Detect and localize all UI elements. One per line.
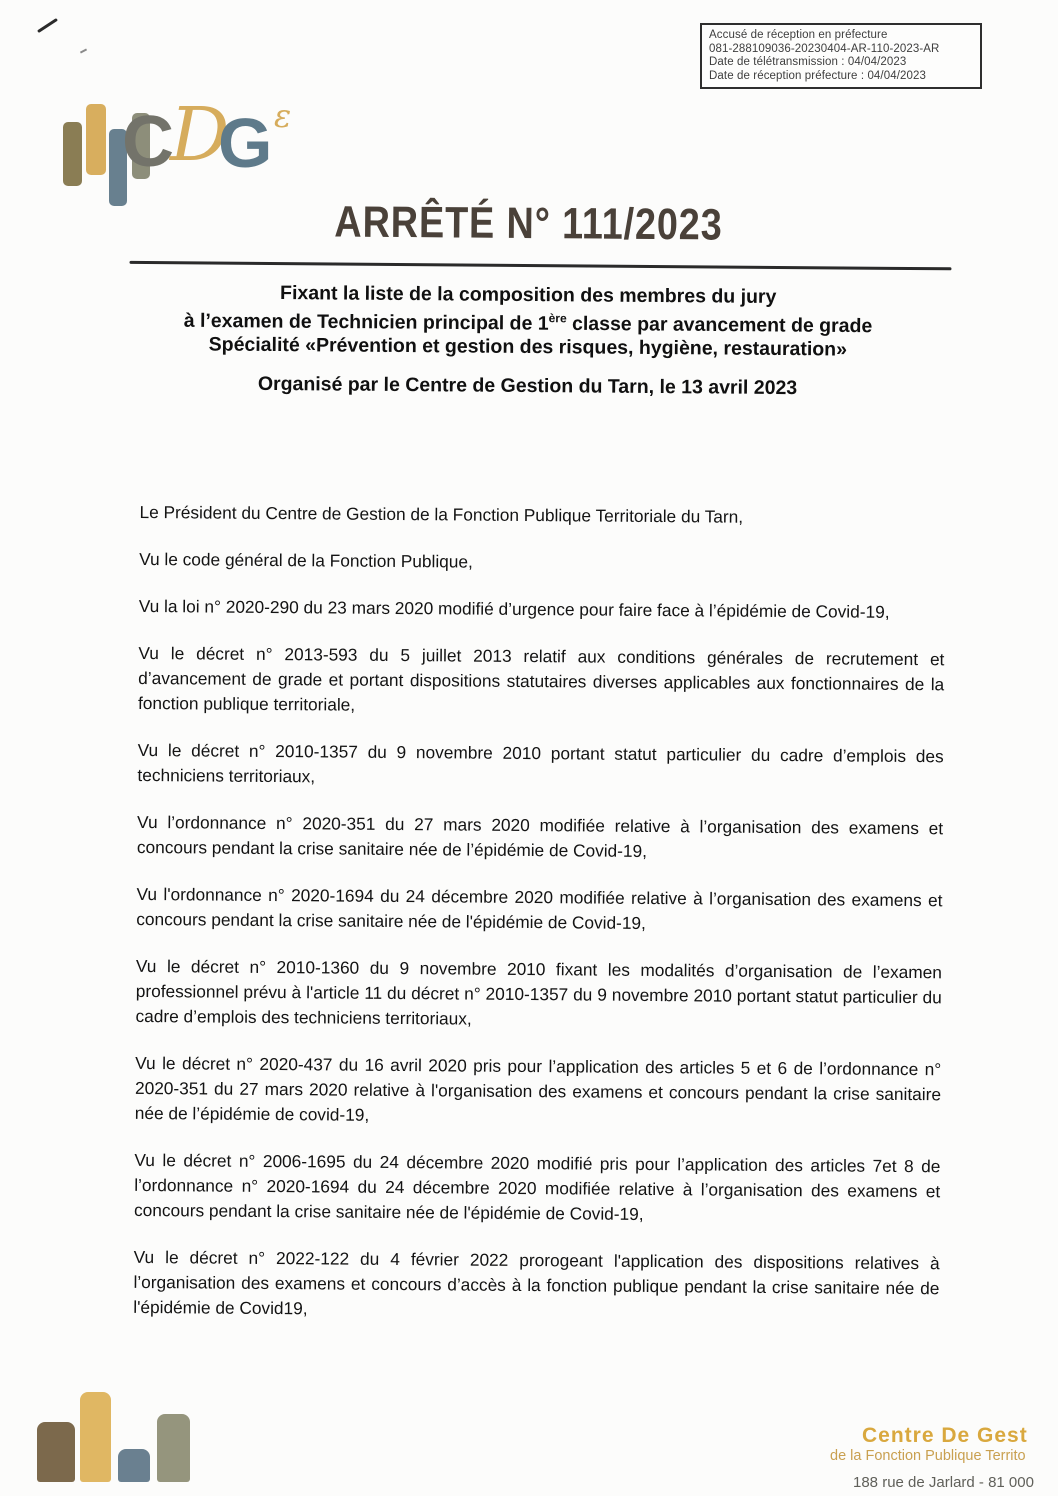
logo-bar-gold-icon xyxy=(86,104,106,175)
stamp-line-4: Date de réception préfecture : 04/04/2023 xyxy=(709,69,926,82)
stamp-line-2: 081-288109036-20230404-AR-110-2023-AR xyxy=(709,42,940,55)
stamp-line-3: Date de télétransmission : 04/04/2023 xyxy=(709,56,907,68)
paragraph-vu-3: Vu le décret n° 2013-593 du 5 juillet 2013 relatif aux conditions générales de recrutement et d’avancement de grade et portant dispositions statutaires diverses applicables aux fonctionnaires de la fonction publique territoriale, xyxy=(137,642,945,715)
paragraph-vu-8: Vu le décret n° 2020-437 du 16 avril 2020 pris pour l’application des articles 5 et 6 de l’ordonnance n° 2020-351 du 27 mars 2020 relative à l'organisation des examens et concours pendant la crise sanitaire née de l’épidémie de covid-19, xyxy=(134,1052,942,1125)
prefecture-reception-stamp xyxy=(700,23,982,89)
logo-letter-d: D xyxy=(170,92,230,178)
paragraph-vu-2: Vu la loi n° 2020-290 du 23 mars 2020 modifié d’urgence pour faire face à l’épidémie de Covid-19, xyxy=(138,595,890,622)
paragraph-president: Le Président du Centre de Gestion de la Fonction Publique Territoriale du Tarn, xyxy=(139,501,744,527)
subtitle-line-2-sup: ère xyxy=(548,311,567,326)
paragraph-vu-4: Vu le décret n° 2010-1357 du 9 novembre 2010 portant statut particulier du cadre d’emplois des techniciens territoriaux, xyxy=(137,739,944,787)
logo-letter-g: G xyxy=(218,104,273,182)
subtitle-line-3: Spécialité «Prévention et gestion des risques, hygiène, restauration» xyxy=(208,332,848,361)
footer-logo-bar-gold-icon xyxy=(80,1392,111,1482)
paragraph-vu-7: Vu le décret n° 2010-1360 du 9 novembre 2010 fixant les modalités d’organisation de l’examen professionnel prévu à l'article 11 du décret n° 2010-1357 du 9 novembre 2010 portant statut particulier du cadre d’emplois des techniciens territoriaux, xyxy=(135,955,943,1029)
footer-logo-bar-steel-icon xyxy=(118,1449,150,1482)
document-body xyxy=(133,500,946,1348)
logo-letter-epsilon: ε xyxy=(274,97,292,135)
pen-mark xyxy=(37,18,58,33)
footer-address: 188 rue de Jarlard - 81 000 xyxy=(853,1474,1034,1491)
subtitle-line-1: Fixant la liste de la composition des membres du jury xyxy=(280,282,777,308)
page-title-text: ARRÊTÉ N° 111/2023 xyxy=(334,197,724,250)
paragraph-vu-5: Vu l’ordonnance n° 2020-351 du 27 mars 2020 modifiée relative à l’organisation des examens et concours pendant la crise sanitaire née de l’épidémie de Covid-19, xyxy=(136,811,944,861)
page-title xyxy=(0,196,1058,253)
logo-bar-olive-icon xyxy=(63,122,82,186)
cdg-logo xyxy=(58,92,308,201)
footer-org-name: Centre De Gest xyxy=(862,1424,1028,1447)
logo-letter-c: C xyxy=(122,102,174,182)
footer-org-subtitle: de la Fonction Publique Territo xyxy=(830,1448,1026,1464)
footer-logo-bar-sage-icon xyxy=(157,1414,190,1482)
paragraph-vu-6: Vu l'ordonnance n° 2020-1694 du 24 décembre 2020 modifiée relative à l’organisation des examens et concours pendant la crise sanitaire née de l'épidémie de Covid-19, xyxy=(136,883,943,933)
pen-mark-small xyxy=(80,48,87,53)
subtitle-block xyxy=(0,280,1057,363)
paragraph-vu-10: Vu le décret n° 2022-122 du 4 février 2022 prorogeant l'application des dispositions relatives à l’organisation des examens et concours d’accès à la fonction publique pendant la crise sanitaire née de l'épidémie de Covid19, xyxy=(133,1246,940,1319)
stamp-line-1: Accusé de réception en préfecture xyxy=(709,29,888,41)
title-underline xyxy=(129,261,951,270)
paragraph-vu-1: Vu le code général de la Fonction Publique, xyxy=(139,548,473,572)
subtitle-line-2-pre: à l’examen de Technicien principal de 1 xyxy=(183,309,549,335)
footer-logo-bar-brown-icon xyxy=(37,1422,75,1482)
cdg-footer-logo xyxy=(37,1390,193,1482)
organizer-line: Organisé par le Centre de Gestion du Tarn, le 13 avril 2023 xyxy=(257,372,798,400)
paragraph-vu-9: Vu le décret n° 2006-1695 du 24 décembre 2020 modifié pris pour l’application des articles 7et 8 de l’ordonnance n° 2020-1694 du 24 décembre 2020 modifiée relative à l’organisation des examens et concours pendant la crise sanitaire née de l'épidémie de Covid-19, xyxy=(133,1149,941,1224)
document-content xyxy=(0,196,1058,1319)
subtitle-line-2-post: classe par avancement de grade xyxy=(566,312,873,338)
